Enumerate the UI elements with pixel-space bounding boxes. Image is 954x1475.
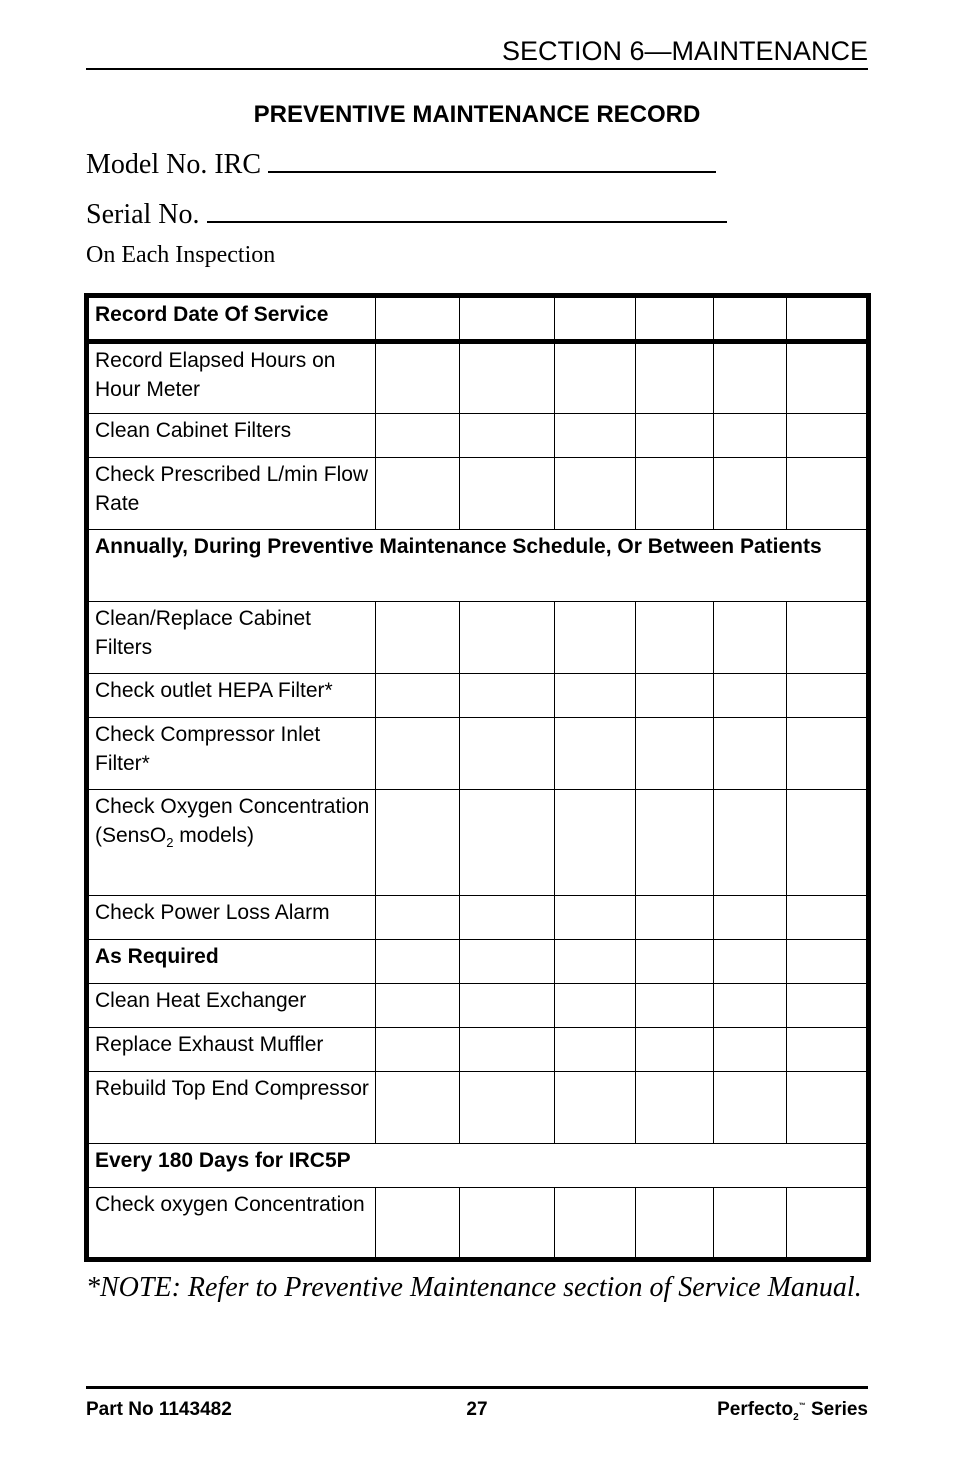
date-of-service-entry-cell[interactable]	[787, 296, 869, 342]
record-entry-cell[interactable]	[787, 940, 869, 984]
record-entry-cell[interactable]	[375, 342, 460, 414]
model-number-blank[interactable]	[268, 145, 716, 173]
record-entry-cell[interactable]	[713, 674, 786, 718]
record-entry-cell[interactable]	[460, 1188, 555, 1260]
date-of-service-label: Record Date Of Service	[87, 296, 376, 342]
task-label: Clean Cabinet Filters	[87, 414, 376, 458]
date-of-service-entry-cell[interactable]	[713, 296, 786, 342]
task-label: Check Prescribed L/min Flow Rate	[87, 458, 376, 530]
schedule-heading: Every 180 Days for IRC5P	[87, 1144, 869, 1188]
record-entry-cell[interactable]	[787, 1072, 869, 1144]
record-entry-cell[interactable]	[636, 1188, 713, 1260]
record-entry-cell[interactable]	[636, 1028, 713, 1072]
serial-number-field	[86, 195, 727, 231]
record-entry-cell[interactable]	[636, 414, 713, 458]
task-label: Check outlet HEPA Filter*	[87, 674, 376, 718]
record-entry-cell[interactable]	[375, 984, 460, 1028]
record-entry-cell[interactable]	[375, 1028, 460, 1072]
record-entry-cell[interactable]	[713, 1072, 786, 1144]
record-entry-cell[interactable]	[787, 414, 869, 458]
record-entry-cell[interactable]	[554, 940, 636, 984]
record-entry-cell[interactable]	[460, 1072, 555, 1144]
record-entry-cell[interactable]	[554, 458, 636, 530]
record-entry-cell[interactable]	[460, 940, 555, 984]
task-label: Check Power Loss Alarm	[87, 896, 376, 940]
record-entry-cell[interactable]	[713, 984, 786, 1028]
date-of-service-entry-cell[interactable]	[554, 296, 636, 342]
record-entry-cell[interactable]	[636, 1072, 713, 1144]
record-entry-cell[interactable]	[554, 718, 636, 790]
record-entry-cell[interactable]	[787, 674, 869, 718]
record-entry-cell[interactable]	[713, 602, 786, 674]
record-entry-cell[interactable]	[713, 896, 786, 940]
record-entry-cell[interactable]	[375, 458, 460, 530]
task-label: Check Oxygen Concentration (SensO$_2$ models)	[87, 790, 376, 896]
record-entry-cell[interactable]	[460, 984, 555, 1028]
schedule-heading: Annually, During Preventive Maintenance Schedule, Or Between Patients	[87, 530, 869, 602]
record-entry-cell[interactable]	[636, 602, 713, 674]
record-entry-cell[interactable]	[787, 342, 869, 414]
record-entry-cell[interactable]	[460, 718, 555, 790]
record-entry-cell[interactable]	[554, 896, 636, 940]
serial-number-blank[interactable]	[207, 195, 727, 223]
section-header: SECTION 6—MAINTENANCE	[86, 34, 868, 70]
record-entry-cell[interactable]	[554, 342, 636, 414]
date-of-service-entry-cell[interactable]	[375, 296, 460, 342]
record-entry-cell[interactable]	[375, 1072, 460, 1144]
record-entry-cell[interactable]	[460, 458, 555, 530]
record-entry-cell[interactable]	[713, 940, 786, 984]
record-entry-cell[interactable]	[787, 458, 869, 530]
record-entry-cell[interactable]	[787, 984, 869, 1028]
task-label: Clean Heat Exchanger	[87, 984, 376, 1028]
record-entry-cell[interactable]	[460, 896, 555, 940]
record-entry-cell[interactable]	[554, 1072, 636, 1144]
record-entry-cell[interactable]	[554, 1028, 636, 1072]
date-of-service-entry-cell[interactable]	[636, 296, 713, 342]
record-entry-cell[interactable]	[787, 602, 869, 674]
record-entry-cell[interactable]	[636, 458, 713, 530]
record-entry-cell[interactable]	[713, 414, 786, 458]
record-entry-cell[interactable]	[787, 1028, 869, 1072]
record-entry-cell[interactable]	[713, 790, 786, 896]
record-entry-cell[interactable]	[636, 940, 713, 984]
inspection-label: On Each Inspection	[86, 242, 276, 268]
record-entry-cell[interactable]	[713, 1188, 786, 1260]
date-of-service-entry-cell[interactable]	[460, 296, 555, 342]
series-name: Perfecto$_2$™ Series	[717, 1399, 868, 1423]
record-entry-cell[interactable]	[554, 674, 636, 718]
record-entry-cell[interactable]	[460, 602, 555, 674]
page-title: PREVENTIVE MAINTENANCE RECORD	[253, 101, 701, 128]
record-entry-cell[interactable]	[713, 718, 786, 790]
record-entry-cell[interactable]	[713, 342, 786, 414]
record-entry-cell[interactable]	[375, 790, 460, 896]
record-entry-cell[interactable]	[636, 342, 713, 414]
record-entry-cell[interactable]	[787, 718, 869, 790]
record-entry-cell[interactable]	[554, 602, 636, 674]
record-entry-cell[interactable]	[636, 790, 713, 896]
record-entry-cell[interactable]	[713, 1028, 786, 1072]
record-entry-cell[interactable]	[554, 790, 636, 896]
task-label: Replace Exhaust Muffler	[87, 1028, 376, 1072]
task-label: Check oxygen Concentration	[87, 1188, 376, 1260]
record-entry-cell[interactable]	[554, 414, 636, 458]
record-entry-cell[interactable]	[375, 940, 460, 984]
page-footer	[86, 1386, 868, 1423]
task-label: Rebuild Top End Compressor	[87, 1072, 376, 1144]
maintenance-record-table	[84, 293, 871, 1262]
record-entry-cell[interactable]	[554, 1188, 636, 1260]
record-entry-cell[interactable]	[375, 674, 460, 718]
record-entry-cell[interactable]	[636, 718, 713, 790]
footnote: *NOTE: Refer to Preventive Maintenance section of Service Manual.	[86, 1272, 862, 1303]
record-entry-cell[interactable]	[636, 896, 713, 940]
model-number-label: Model No. IRC	[86, 149, 261, 180]
record-entry-cell[interactable]	[554, 984, 636, 1028]
record-entry-cell[interactable]	[375, 896, 460, 940]
record-entry-cell[interactable]	[636, 674, 713, 718]
record-entry-cell[interactable]	[460, 342, 555, 414]
record-entry-cell[interactable]	[636, 984, 713, 1028]
record-entry-cell[interactable]	[460, 790, 555, 896]
record-entry-cell[interactable]	[375, 1188, 460, 1260]
task-label: As Required	[87, 940, 376, 984]
page-number: 27	[466, 1399, 488, 1420]
task-label: Check Compressor Inlet Filter*	[87, 718, 376, 790]
record-entry-cell[interactable]	[375, 718, 460, 790]
serial-number-label: Serial No.	[86, 199, 200, 230]
record-entry-cell[interactable]	[460, 1028, 555, 1072]
record-entry-cell[interactable]	[375, 414, 460, 458]
record-entry-cell[interactable]	[375, 602, 460, 674]
record-entry-cell[interactable]	[787, 1188, 869, 1260]
task-label: Record Elapsed Hours on Hour Meter	[87, 342, 376, 414]
record-entry-cell[interactable]	[460, 674, 555, 718]
record-entry-cell[interactable]	[460, 414, 555, 458]
record-entry-cell[interactable]	[713, 458, 786, 530]
task-label: Clean/Replace Cabinet Filters	[87, 602, 376, 674]
record-entry-cell[interactable]	[787, 896, 869, 940]
part-number: Part No 1143482	[86, 1399, 232, 1420]
record-entry-cell[interactable]	[787, 790, 869, 896]
model-number-field	[86, 145, 716, 181]
